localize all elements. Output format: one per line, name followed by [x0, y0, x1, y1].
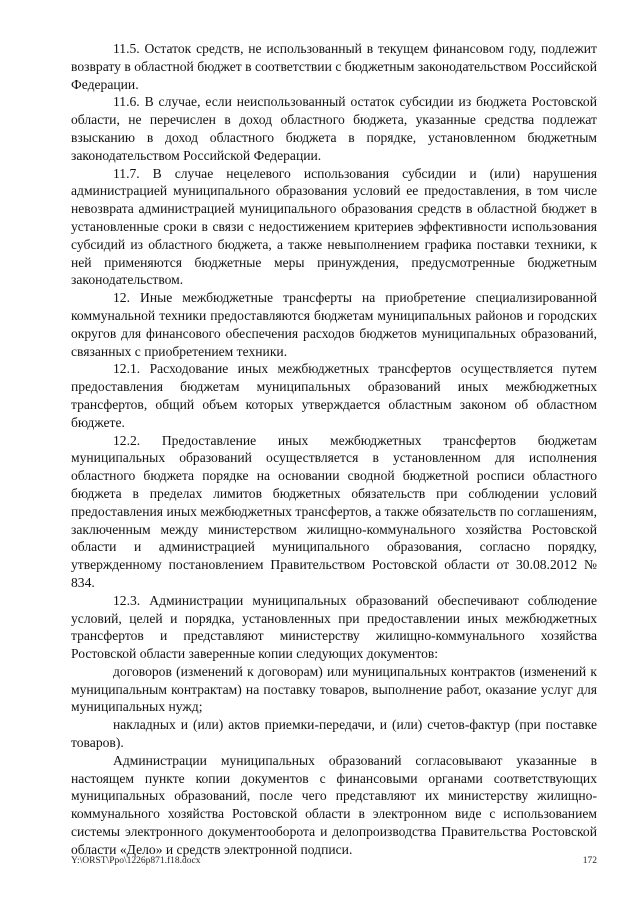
footer-page-number: 172 [582, 856, 597, 866]
paragraph-12-1: 12.1. Расходование иных межбюджетных трансфертов осуществляется путем предоставления бюджетам муниципальных образований иных межбюджетных трансфертов, общий объем которых утверждается областным законом об областном бюджете. [71, 361, 597, 430]
document-body [71, 40, 597, 859]
paragraph-invoices-item: накладных и (или) актов приемки-передачи, и (или) счетов-фактур (при поставке товаров). [71, 717, 597, 751]
paragraph-11-7: 11.7. В случае нецелевого использования субсидии и (или) нарушения администрацией муниципального образования условий ее предоставления, в том числе невозврата администрацией муниципального образования средств в областной бюджет в установленные сроки в связи с недостижением критериев эффективности использования субсидий из областного бюджета, а также невыполнением графика поставки техники, к ней применяются бюджетные меры принуждения, предусмотренные бюджетным законодательством. [71, 165, 597, 288]
paragraph-12: 12. Иные межбюджетные трансферты на приобретение специализированной коммунальной техники предоставляются бюджетам муниципальных районов и городских округов для финансового обеспечения расходов бюджетов муниципальных образований, связанных с приобретением техники. [71, 290, 597, 359]
paragraph-12-2: 12.2. Предоставление иных межбюджетных трансфертов бюджетам муниципальных образований осуществляется в установленном для исполнения областного бюджета порядке на основании сводной бюджетной росписи областного бюджета в пределах лимитов бюджетных обязательств при соблюдении условий предоставления иных межбюджетных трансфертов, а также обязательств по соглашениям, заключенным между министерством жилищно-коммунального хозяйства Ростовской области и администрацией муниципального образования, согласно порядку, утвержденному постановлением Правительством Ростовской области от 30.08.2012 № 834. [71, 432, 597, 590]
paragraph-approval: Администрации муниципальных образований согласовывают указанные в настоящем пункте копии документов с финансовыми органами соответствующих муниципальных образований, после чего представляют их министерству жилищно-коммунального хозяйства Ростовской области в электронном виде с использованием системы электронного документооборота и делопроизводства Правительства Ростовской области «Дело» и средств электронной подписи. [71, 752, 597, 857]
paragraph-12-3: 12.3. Администрации муниципальных образований обеспечивают соблюдение условий, целей и порядка, установленных при предоставлении иных межбюджетных трансфертов и представляют министерству жилищно-коммунального хозяйства Ростовской области заверенные копии следующих документов: [71, 592, 597, 662]
paragraph-11-5: 11.5. Остаток средств, не использованный в текущем финансовом году, подлежит возврату в областной бюджет в соответствии с бюджетным законодательством Российской Федерации. [71, 41, 597, 92]
footer-file-path: Y:\ORST\Ppo\1226p871.f18.docx [71, 856, 201, 866]
paragraph-11-6: 11.6. В случае, если неиспользованный остаток субсидии из бюджета Ростовской области, не перечислен в доход областного бюджета, указанные средства подлежат взысканию в доход областного бюджета в порядке, установленном бюджетным законодательством Российской Федерации. [71, 94, 597, 163]
paragraph-contracts-item: договоров (изменений к договорам) или муниципальных контрактов (изменений к муниципальным контрактам) на поставку товаров, выполнение работ, оказание услуг для муниципальных нужд; [71, 663, 597, 715]
page-footer [71, 856, 597, 866]
